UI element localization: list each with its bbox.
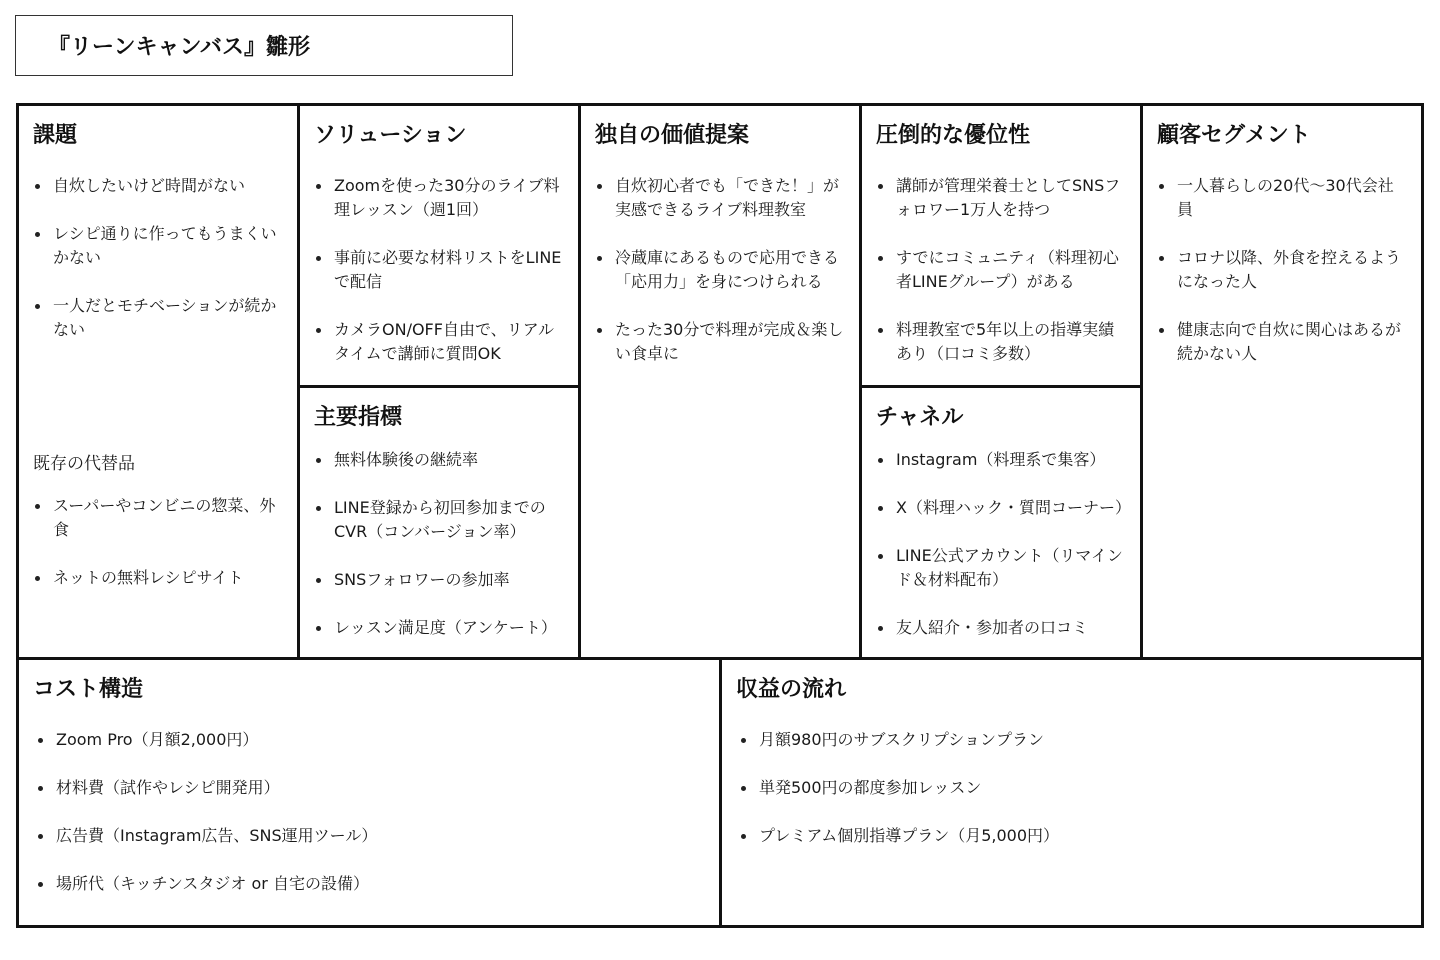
list-item: X（料理ハック・質問コーナー）	[876, 496, 1126, 520]
list-item: レッスン満足度（アンケート）	[314, 616, 564, 640]
list-item: 自炊初心者でも「できた！」が実感できるライブ料理教室	[595, 174, 845, 222]
customer-segments-heading: 顧客セグメント	[1157, 123, 1311, 148]
list-item: 材料費（試作やレシピ開発用）	[36, 776, 705, 800]
list-item: 無料体験後の継続率	[314, 448, 564, 472]
customer-segments-section	[1143, 106, 1421, 657]
list-item: スーパーやコンビニの惣菜、外食	[33, 494, 287, 542]
list-item: LINE公式アカウント（リマインド＆材料配布）	[876, 544, 1126, 592]
canvas-title: 『リーンキャンバス』雛形	[15, 15, 513, 76]
list-item: 友人紹介・参加者の口コミ	[876, 616, 1126, 640]
list-item: 料理教室で5年以上の指導実績あり（口コミ多数）	[876, 318, 1126, 366]
cost-structure-list	[33, 728, 705, 896]
problem-list	[33, 174, 283, 342]
value-proposition-heading: 独自の価値提案	[595, 123, 750, 148]
list-item: カメラON/OFF自由で、リアルタイムで講師に質問OK	[314, 318, 564, 366]
channels-section	[862, 388, 1143, 657]
list-item: SNSフォロワーの参加率	[314, 568, 564, 592]
list-item: 場所代（キッチンスタジオ or 自宅の設備）	[36, 872, 705, 896]
lean-canvas	[16, 103, 1424, 928]
list-item: 講師が管理栄養士としてSNSフォロワー1万人を持つ	[876, 174, 1126, 222]
alternatives-list	[33, 494, 287, 590]
channels-list	[876, 448, 1131, 640]
key-metrics-section	[300, 388, 581, 657]
solution-section	[300, 106, 581, 388]
customer-segments-list	[1157, 174, 1407, 366]
value-proposition-section	[581, 106, 862, 657]
list-item: ネットの無料レシピサイト	[33, 566, 287, 590]
alternatives-heading: 既存の代替品	[33, 454, 135, 474]
list-item: LINE登録から初回参加までのCVR（コンバージョン率）	[314, 496, 564, 544]
list-item: プレミアム個別指導プラン（月5,000円）	[739, 824, 1407, 848]
list-item: 広告費（Instagram広告、SNS運用ツール）	[36, 824, 705, 848]
list-item: コロナ以降、外食を控えるようになった人	[1157, 246, 1407, 294]
solution-list	[314, 174, 564, 366]
list-item: 単発500円の都度参加レッスン	[739, 776, 1407, 800]
unfair-advantage-heading: 圧倒的な優位性	[876, 123, 1031, 148]
value-proposition-list	[595, 174, 845, 366]
revenue-streams-section	[722, 657, 1421, 925]
key-metrics-list	[314, 448, 564, 640]
revenue-streams-list	[736, 728, 1407, 848]
list-item: すでにコミュニティ（料理初心者LINEグループ）がある	[876, 246, 1126, 294]
list-item: Instagram（料理系で集客）	[876, 448, 1126, 472]
solution-heading: ソリューション	[314, 123, 467, 148]
list-item: 冷蔵庫にあるもので応用できる「応用力」を身につけられる	[595, 246, 845, 294]
list-item: Zoom Pro（月額2,000円）	[36, 728, 705, 752]
revenue-streams-heading: 収益の流れ	[736, 677, 847, 702]
key-metrics-heading: 主要指標	[314, 405, 403, 430]
list-item: 月額980円のサブスクリプションプラン	[739, 728, 1407, 752]
list-item: 健康志向で自炊に関心はあるが続かない人	[1157, 318, 1407, 366]
unfair-advantage-list	[876, 174, 1126, 366]
list-item: 一人だとモチベーションが続かない	[33, 294, 283, 342]
list-item: Zoomを使った30分のライブ料理レッスン（週1回）	[314, 174, 564, 222]
channels-heading: チャネル	[876, 405, 964, 430]
list-item: たった30分で料理が完成＆楽しい食卓に	[595, 318, 845, 366]
list-item: レシピ通りに作ってもうまくいかない	[33, 222, 283, 270]
list-item: 事前に必要な材料リストをLINEで配信	[314, 246, 564, 294]
problem-section	[19, 106, 300, 657]
cost-structure-section	[19, 657, 722, 925]
cost-structure-heading: コスト構造	[33, 677, 144, 702]
list-item: 一人暮らしの20代〜30代会社員	[1157, 174, 1407, 222]
unfair-advantage-section	[862, 106, 1143, 388]
list-item: 自炊したいけど時間がない	[33, 174, 283, 198]
alternatives-block	[33, 452, 287, 614]
problem-heading: 課題	[33, 123, 78, 148]
